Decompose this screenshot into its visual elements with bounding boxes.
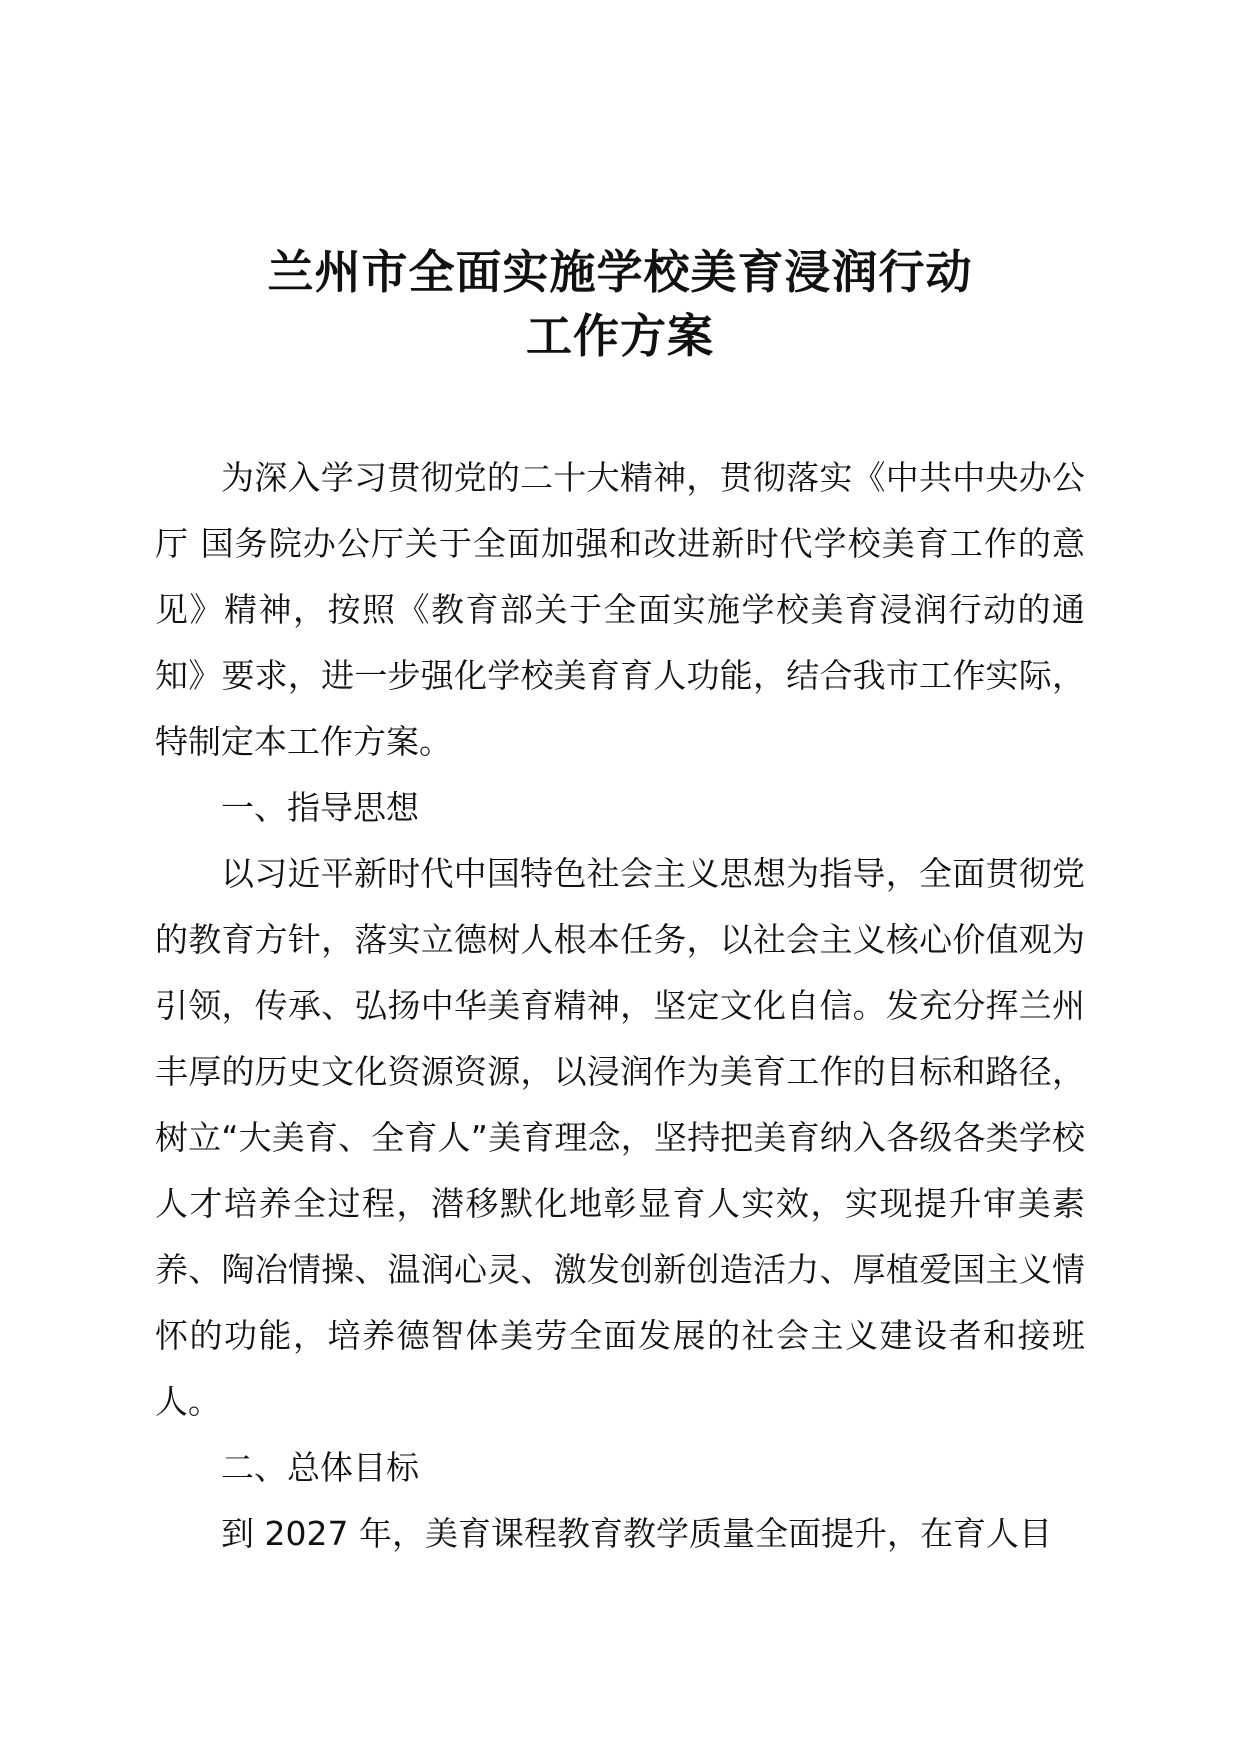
document-body bbox=[155, 445, 1085, 1567]
section-heading-guiding-ideology: 一、指导思想 bbox=[221, 788, 419, 827]
document-title bbox=[0, 240, 1240, 368]
document-title-line-2: 工作方案 bbox=[526, 309, 714, 363]
section-heading-overall-goal: 二、总体目标 bbox=[221, 1448, 419, 1487]
overall-goal-paragraph: 到 2027 年，美育课程教育教学质量全面提升，在育人目 bbox=[221, 1514, 1052, 1553]
document-title-line-1: 兰州市全面实施学校美育浸润行动 bbox=[267, 245, 973, 299]
intro-paragraph: 为深入学习贯彻党的二十大精神，贯彻落实《中共中央办公厅 国务院办公厅关于全面加强和改进新时代学校美育工作的意见》精神，按照《教育部关于全面实施学校美育浸润行动的通知》要求，进一步强化学校美育育人功能，结合我市工作实际，特制定本工作方案。 bbox=[155, 458, 1085, 761]
guiding-ideology-paragraph: 以习近平新时代中国特色社会主义思想为指导，全面贯彻党的教育方针，落实立德树人根本任务，以社会主义核心价值观为引领，传承、弘扬中华美育精神，坚定文化自信。发充分挥兰州丰厚的历史文化资源资源，以浸润作为美育工作的目标和路径，树立“大美育、全育人”美育理念，坚持把美育纳入各级各类学校人才培养全过程，潜移默化地彰显育人实效，实现提升审美素养、陶冶情操、温润心灵、激发创新创造活力、厚植爱国主义情怀的功能，培养德智体美劳全面发展的社会主义建设者和接班人。 bbox=[155, 854, 1085, 1421]
